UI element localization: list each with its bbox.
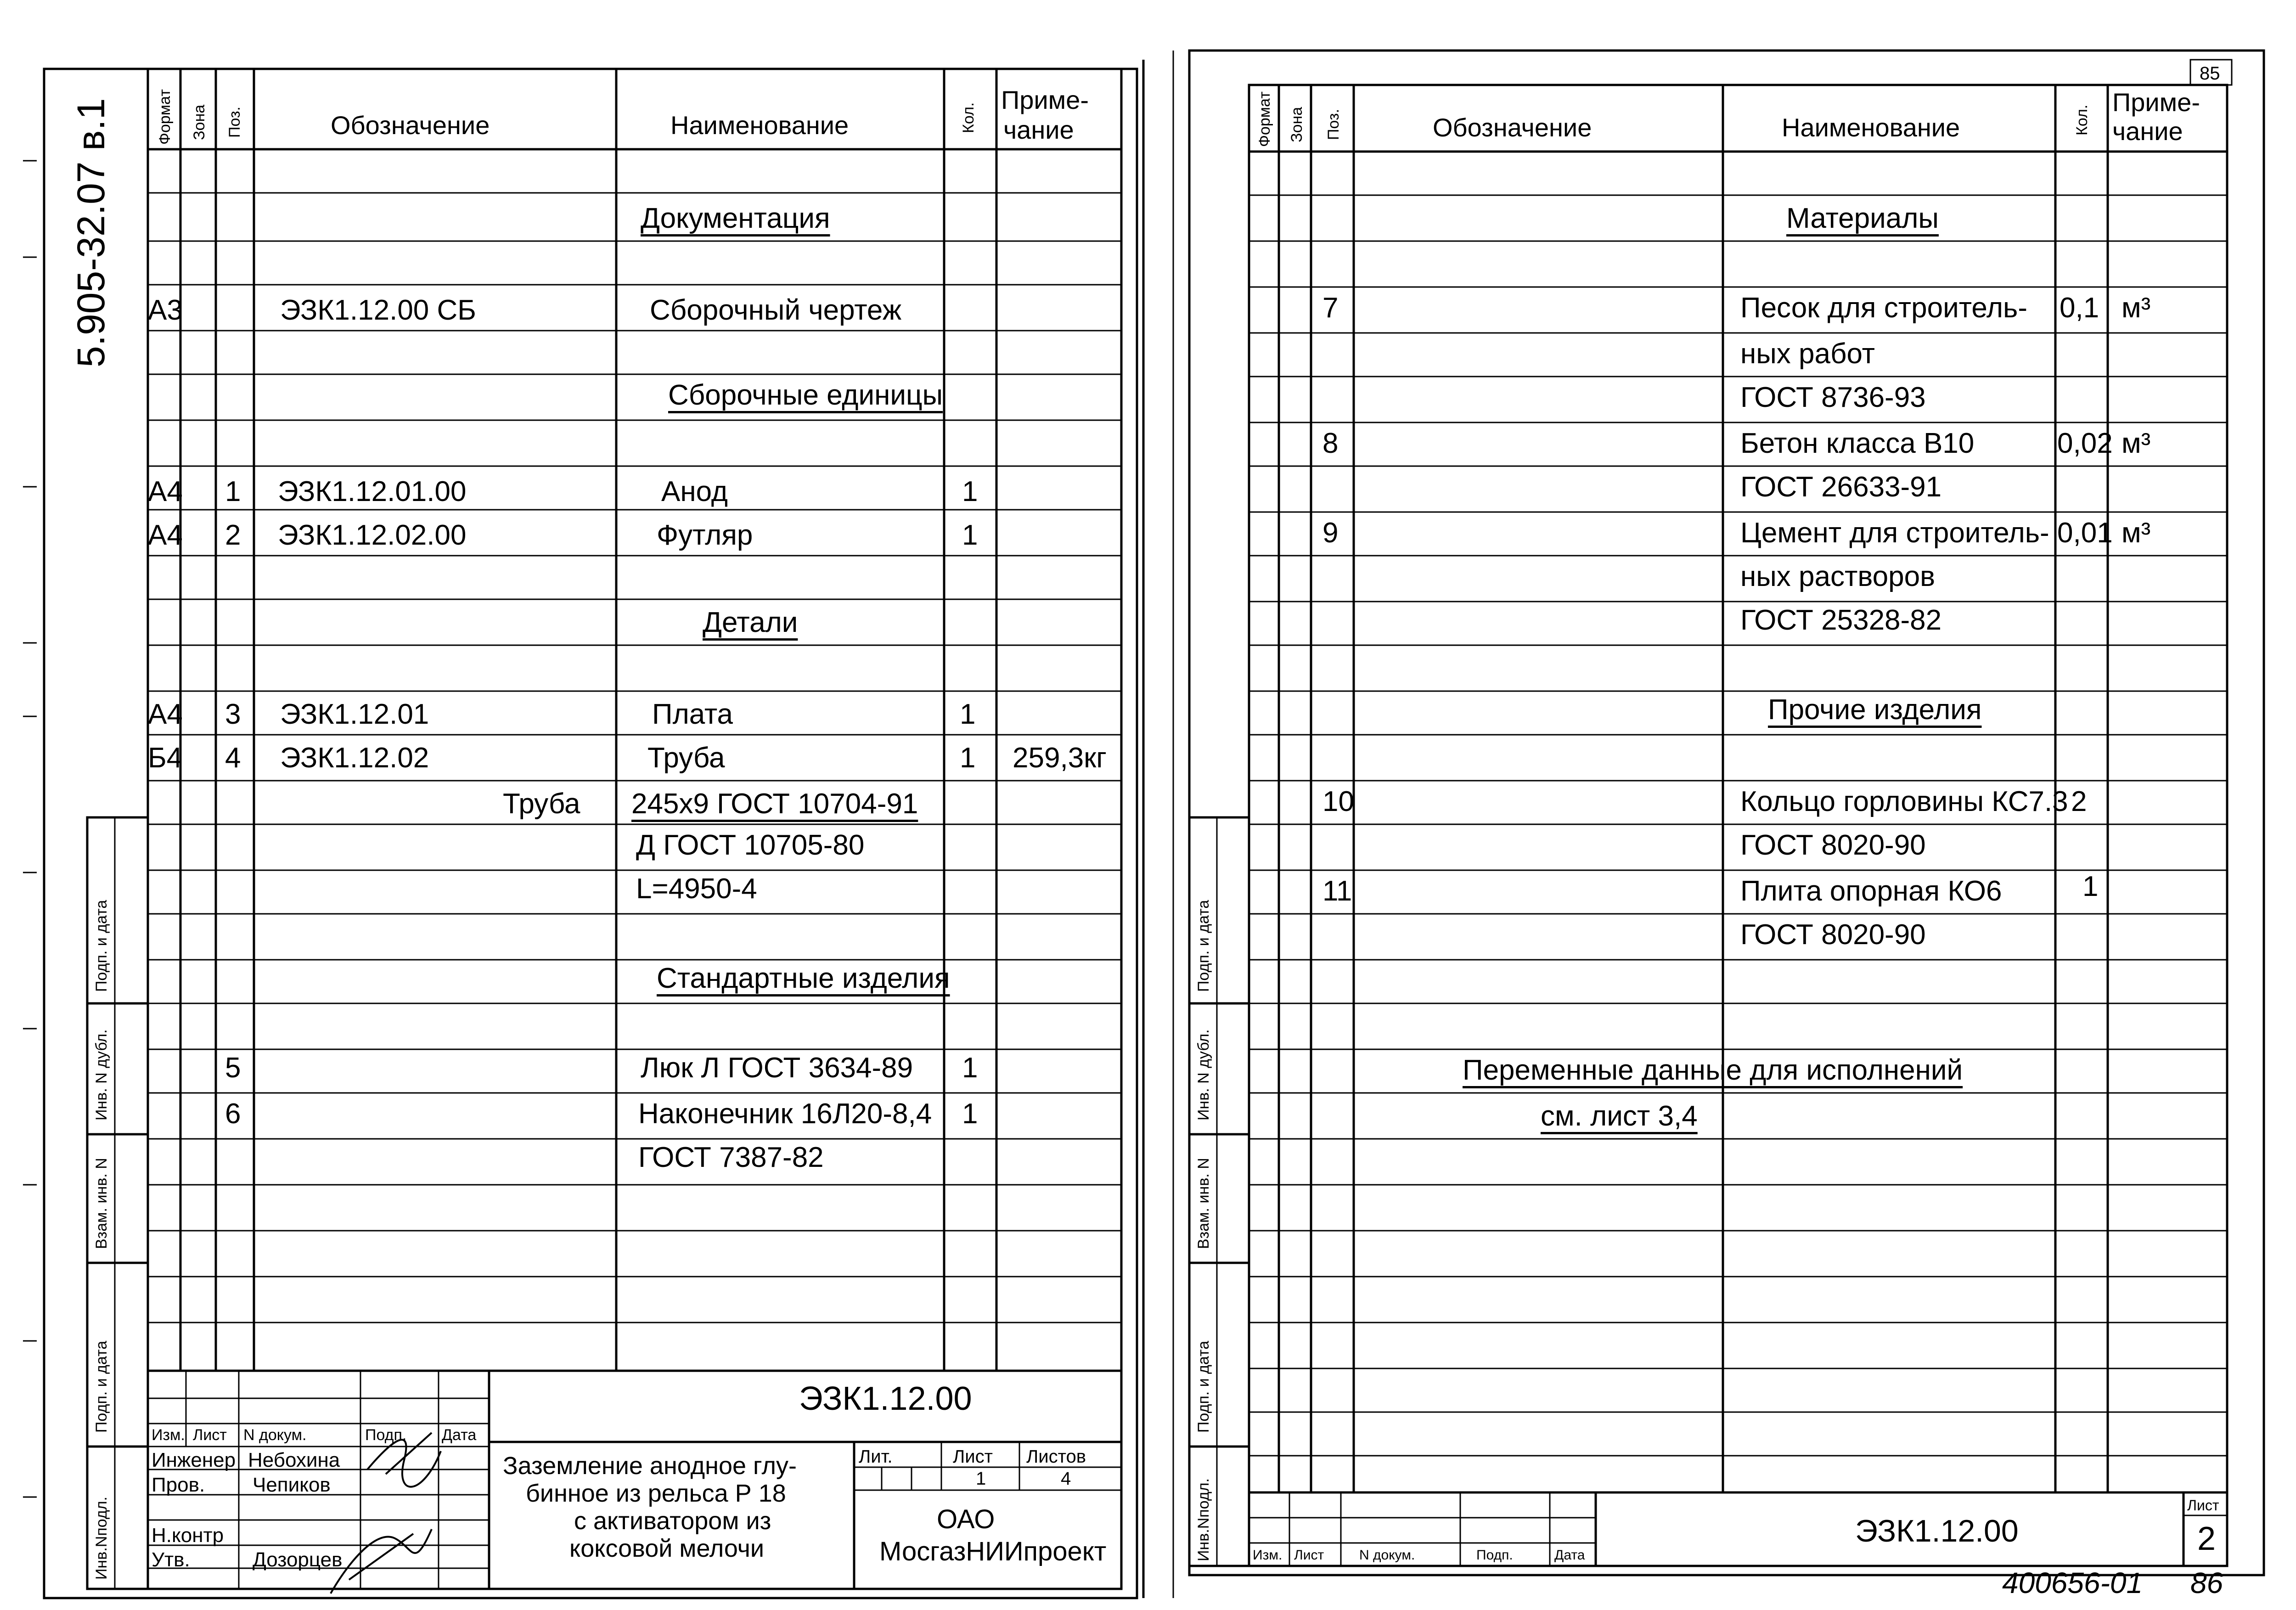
r-header-pos: Поз. <box>1325 109 1342 140</box>
header-qty: Кол. <box>960 102 977 133</box>
row4-format: Б4 <box>148 742 183 774</box>
stamp-repl-inv: Взам. инв. N <box>93 1158 110 1249</box>
r-stamp-inv-dupl: Инв. N дубл. <box>1195 1029 1212 1120</box>
row9-qty: 0,01 <box>2057 517 2113 549</box>
row4-qty: 1 <box>960 742 976 774</box>
row6-name-2: ГОСТ 7387-82 <box>638 1142 824 1173</box>
org-line-1: ОАО <box>937 1504 995 1534</box>
stamp-inv-orig: Инв.Nподл. <box>93 1497 110 1580</box>
row9-unit: м³ <box>2122 517 2151 549</box>
row5-qty: 1 <box>962 1052 978 1084</box>
r-title-code: ЭЗК1.12.00 <box>1855 1514 2019 1548</box>
r-header-note-2: чание <box>2112 117 2183 146</box>
r-stamp-inv-orig: Инв.Nподл. <box>1195 1478 1212 1561</box>
header-pos: Поз. <box>226 107 243 138</box>
r-col-izm: Изм. <box>1253 1548 1283 1563</box>
row1-qty: 1 <box>962 476 978 507</box>
sheets-label: Листов <box>1026 1447 1086 1467</box>
r-sheet-label: Лист <box>2187 1497 2219 1514</box>
title-line-3: с активатором из <box>574 1507 771 1535</box>
row8-name: Бетон класса В10 <box>1740 428 1975 459</box>
pipe-spec-2: Д ГОСТ 10705-80 <box>636 829 865 861</box>
section-standard-items: Стандартные изделия <box>657 963 950 994</box>
archive-page: 86 <box>2190 1566 2223 1599</box>
r-header-designation: Обозначение <box>1433 113 1592 142</box>
row8-pos: 8 <box>1322 428 1339 459</box>
row2-qty: 1 <box>962 519 978 551</box>
title-line-1: Заземление анодное глу- <box>503 1452 797 1480</box>
sheet-value: 1 <box>976 1469 986 1489</box>
row2-designation: ЭЗК1.12.02.00 <box>278 519 467 551</box>
col-izm: Изм. <box>152 1426 185 1444</box>
row-docs-name: Сборочный чертеж <box>650 294 902 326</box>
col-list: Лист <box>193 1426 227 1444</box>
row4-note: 259,3кг <box>1013 742 1107 774</box>
stamp-sign-date-2: Подп. и дата <box>93 1340 110 1433</box>
title-line-2: бинное из рельса Р 18 <box>526 1480 786 1507</box>
row2-name: Футляр <box>657 519 753 551</box>
row4-pos: 4 <box>225 742 241 774</box>
row4-designation: ЭЗК1.12.02 <box>280 742 429 774</box>
pipe-label: Труба <box>503 788 580 820</box>
row3-pos: 3 <box>225 698 241 730</box>
header-note-1: Приме- <box>1001 85 1089 114</box>
row5-name: Люк Л ГОСТ 3634-89 <box>641 1052 913 1084</box>
row1-format: А4 <box>148 476 183 507</box>
sheet-number-top: 85 <box>2200 63 2220 84</box>
row3-qty: 1 <box>960 698 976 730</box>
row7-qty: 0,1 <box>2060 292 2099 324</box>
sheets-value: 4 <box>1061 1469 1071 1489</box>
sheet-label: Лист <box>953 1447 993 1467</box>
r-col-date: Дата <box>1554 1548 1585 1563</box>
header-format: Формат <box>156 89 174 145</box>
pipe-spec-1: 245х9 ГОСТ 10704-91 <box>631 788 918 820</box>
row1-pos: 1 <box>225 476 241 507</box>
row6-pos: 6 <box>225 1098 241 1130</box>
row2-pos: 2 <box>225 519 241 551</box>
row7-name-2: ных работ <box>1740 338 1875 370</box>
title-code: ЭЗК1.12.00 <box>799 1380 972 1417</box>
lit-label: Лит. <box>859 1447 893 1467</box>
section-assembly-units: Сборочные единицы <box>668 379 943 411</box>
row9-name-3: ГОСТ 25328-82 <box>1740 604 1942 636</box>
col-ndok: N докум. <box>243 1426 307 1444</box>
row11-name-2: ГОСТ 8020-90 <box>1740 919 1926 951</box>
row-docs-designation: ЭЗК1.12.00 СБ <box>280 294 476 326</box>
row7-name-3: ГОСТ 8736-93 <box>1740 382 1926 413</box>
row3-name: Плата <box>652 698 733 730</box>
row9-name-2: ных растворов <box>1740 561 1936 592</box>
r-col-ndok: N докум. <box>1359 1548 1415 1563</box>
r-header-name: Наименование <box>1782 113 1960 142</box>
section-materials: Материалы <box>1786 203 1939 234</box>
binder-code: 5.905-32.07 в.1 <box>69 98 113 367</box>
r-stamp-sign-date: Подп. и дата <box>1195 900 1212 992</box>
r-sheet-value: 2 <box>2197 1520 2216 1557</box>
col-date: Дата <box>442 1426 477 1444</box>
row-docs-format: А3 <box>148 294 183 326</box>
role-approved: Утв. <box>152 1548 190 1571</box>
row5-pos: 5 <box>225 1052 241 1084</box>
variable-data-note: Переменные данные для исполнений <box>1463 1054 1963 1086</box>
row6-name: Наконечник 16Л20-8,4 <box>638 1098 932 1130</box>
stamp-inv-dupl: Инв. N дубл. <box>93 1029 110 1120</box>
archive-number: 400656-01 <box>2002 1566 2143 1599</box>
r-header-qty: Кол. <box>2073 104 2091 135</box>
role-checked: Пров. <box>152 1474 205 1496</box>
person-engineer: Небохина <box>248 1449 340 1471</box>
row10-pos: 10 <box>1322 786 1354 817</box>
row10-qty: 2 <box>2071 786 2087 817</box>
r-stamp-repl-inv: Взам. инв. N <box>1195 1158 1212 1249</box>
title-line-4: коксовой мелочи <box>569 1535 765 1562</box>
row7-pos: 7 <box>1322 292 1339 324</box>
row9-name: Цемент для строитель- <box>1740 517 2049 549</box>
row1-designation: ЭЗК1.12.01.00 <box>278 476 467 507</box>
row11-name: Плита опорная КО6 <box>1740 875 2002 907</box>
r-stamp-sign-date-2: Подп. и дата <box>1195 1340 1212 1433</box>
row7-unit: м³ <box>2122 292 2151 324</box>
section-other-items: Прочие изделия <box>1768 694 1982 726</box>
pipe-spec-3: L=4950-4 <box>636 873 757 905</box>
row4-name: Труба <box>647 742 725 774</box>
role-engineer: Инженер <box>152 1449 236 1471</box>
row7-name: Песок для строитель- <box>1740 292 2027 324</box>
row8-name-2: ГОСТ 26633-91 <box>1740 471 1942 503</box>
r-header-note-1: Приме- <box>2112 88 2200 117</box>
row8-unit: м³ <box>2122 428 2151 459</box>
r-col-podp: Подп. <box>1476 1548 1513 1563</box>
row6-qty: 1 <box>962 1098 978 1130</box>
person-checked: Чепиков <box>253 1474 331 1496</box>
role-norm-control: Н.контр <box>152 1524 224 1547</box>
header-zone: Зона <box>191 104 208 140</box>
header-note-2: чание <box>1003 115 1074 144</box>
col-podp: Подп. <box>365 1426 407 1444</box>
header-name: Наименование <box>670 111 849 140</box>
row2-format: А4 <box>148 519 183 551</box>
header-designation: Обозначение <box>331 111 490 140</box>
row10-name: Кольцо горловины КС7.3 <box>1740 786 2068 817</box>
variable-data-ref: см. лист 3,4 <box>1541 1100 1698 1132</box>
signature-approver <box>331 1529 432 1593</box>
r-col-list: Лист <box>1294 1548 1324 1563</box>
org-line-2: МосгазНИИпроект <box>879 1537 1107 1566</box>
r-header-format: Формат <box>1256 91 1273 147</box>
row9-pos: 9 <box>1322 517 1339 549</box>
row8-qty: 0,02 <box>2057 428 2113 459</box>
row1-name: Анод <box>661 476 728 507</box>
row11-pos: 11 <box>1322 875 1352 907</box>
r-header-zone: Зона <box>1288 107 1306 142</box>
section-details: Детали <box>703 607 798 638</box>
person-approved: Дозорцев <box>253 1548 343 1571</box>
row11-qty: 1 <box>2082 871 2099 902</box>
stamp-sign-date: Подп. и дата <box>93 900 110 992</box>
row10-name-2: ГОСТ 8020-90 <box>1740 829 1926 861</box>
row3-designation: ЭЗК1.12.01 <box>280 698 429 730</box>
section-documentation: Документация <box>641 203 830 234</box>
row3-format: А4 <box>148 698 183 730</box>
